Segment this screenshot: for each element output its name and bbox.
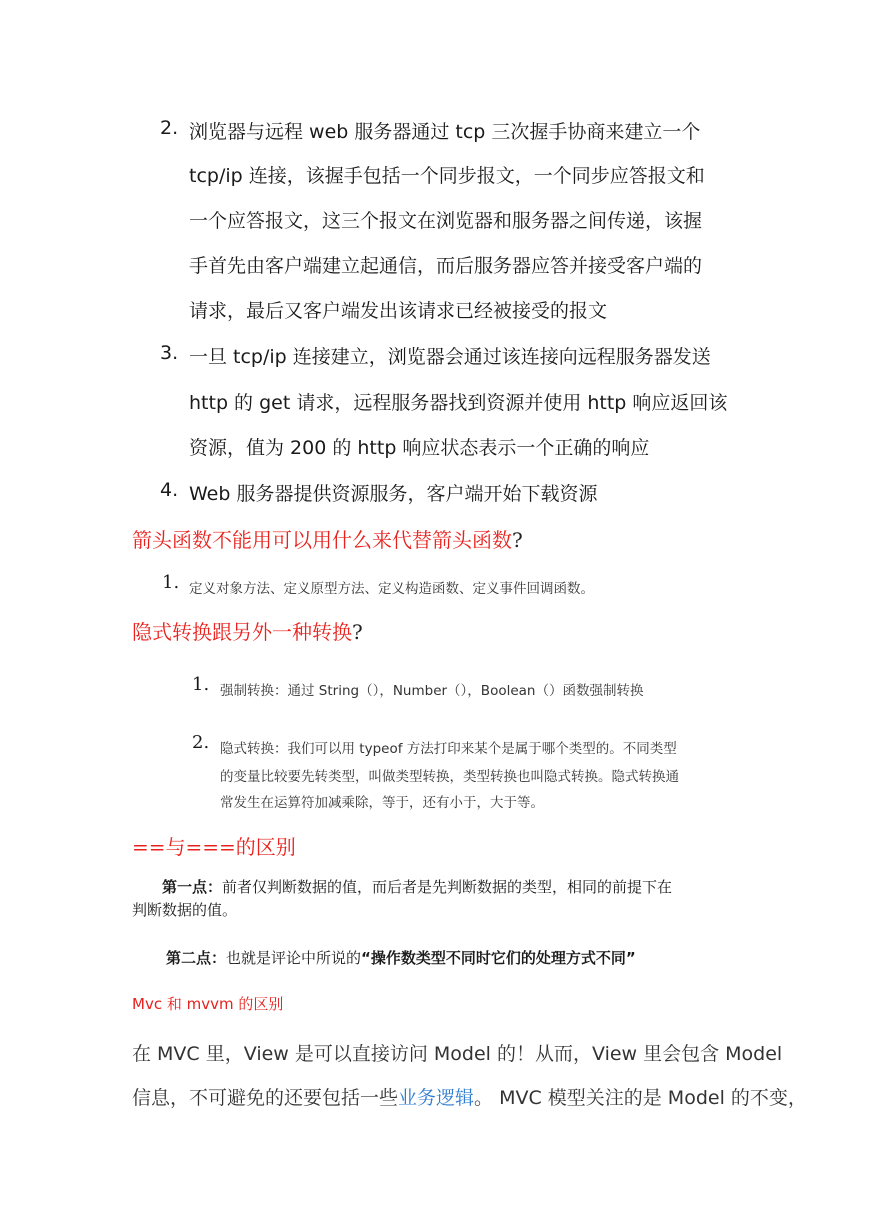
list-text-line: 的变量比较要先转类型，叫做类型转换，类型转换也叫隐式转换。隐式转换通	[220, 769, 679, 785]
list-number: 1.	[192, 674, 210, 695]
list-text-line: 请求，最后又客户端发出该请求已经被接受的报文	[189, 300, 608, 322]
arrow-function-heading	[132, 524, 523, 553]
heading-text: 箭头函数不能用可以用什么来代替箭头函数	[132, 528, 512, 552]
list-text-line: http 的 get 请求，远程服务器找到资源并使用 http 响应返回该	[189, 392, 728, 414]
implicit-conversion-heading	[132, 616, 363, 645]
point-text: 前者仅判断数据的值，而后者是先判断数据的类型，相同的前提下在	[222, 878, 673, 896]
point-text: 也就是评论中所说的	[226, 949, 362, 967]
point-label: 第一点：	[162, 878, 223, 896]
list-text: 强制转换：通过 String（），Number（），Boolean（）函数强制转换	[220, 683, 644, 699]
list-text-line: 资源，值为 200 的 http 响应状态表示一个正确的响应	[189, 437, 650, 459]
list-number: 4.	[160, 479, 179, 501]
point-label: 第二点：	[166, 949, 227, 967]
point-one-line1	[162, 876, 672, 898]
point-quote: “操作数类型不同时它们的处理方式不同”	[361, 949, 636, 967]
list-number: 2.	[160, 117, 179, 139]
mvc-paragraph-line1: 在 MVC 里，View 是可以直接访问 Model 的！从而，View 里会包含 Model	[132, 1043, 783, 1065]
mvc-paragraph-line2	[132, 1083, 807, 1110]
equality-heading: ==与===的区别	[132, 835, 296, 859]
heading-question-mark: ?	[512, 528, 523, 552]
list-text-line: 手首先由客户端建立起通信，而后服务器应答并接受客户端的	[189, 255, 703, 277]
point-two	[166, 947, 636, 969]
list-text-line: Web 服务器提供资源服务，客户端开始下载资源	[189, 483, 598, 505]
list-number: 1.	[162, 572, 180, 593]
list-text-line: tcp/ip 连接，该握手包括一个同步报文，一个同步应答报文和	[189, 165, 705, 187]
list-text-line: 一旦 tcp/ip 连接建立，浏览器会通过该连接向远程服务器发送	[189, 346, 711, 368]
point-one-line2: 判断数据的值。	[132, 901, 238, 919]
business-logic-link[interactable]: 业务逻辑	[398, 1087, 475, 1109]
mvc-text: 信息，不可避免的还要包括一些	[132, 1087, 399, 1109]
list-text-line: 隐式转换：我们可以用 typeof 方法打印来某个是属于哪个类型的。不同类型	[220, 741, 677, 757]
mvc-text: 。 MVC 模型关注的是 Model 的不变，	[474, 1087, 807, 1109]
list-text: 定义对象方法、定义原型方法、定义构造函数、定义事件回调函数。	[189, 581, 594, 597]
heading-text: 隐式转换跟另外一种转换	[132, 620, 352, 644]
list-number: 2.	[192, 732, 210, 753]
mvc-heading: Mvc 和 mvvm 的区别	[132, 995, 284, 1013]
list-text-line: 一个应答报文，这三个报文在浏览器和服务器之间传递，该握	[189, 210, 703, 232]
list-text-line: 常发生在运算符加减乘除，等于，还有小于，大于等。	[220, 795, 544, 811]
list-number: 3.	[160, 342, 179, 364]
list-text-line: 浏览器与远程 web 服务器通过 tcp 三次握手协商来建立一个	[189, 121, 701, 143]
heading-question-mark: ?	[352, 620, 363, 644]
